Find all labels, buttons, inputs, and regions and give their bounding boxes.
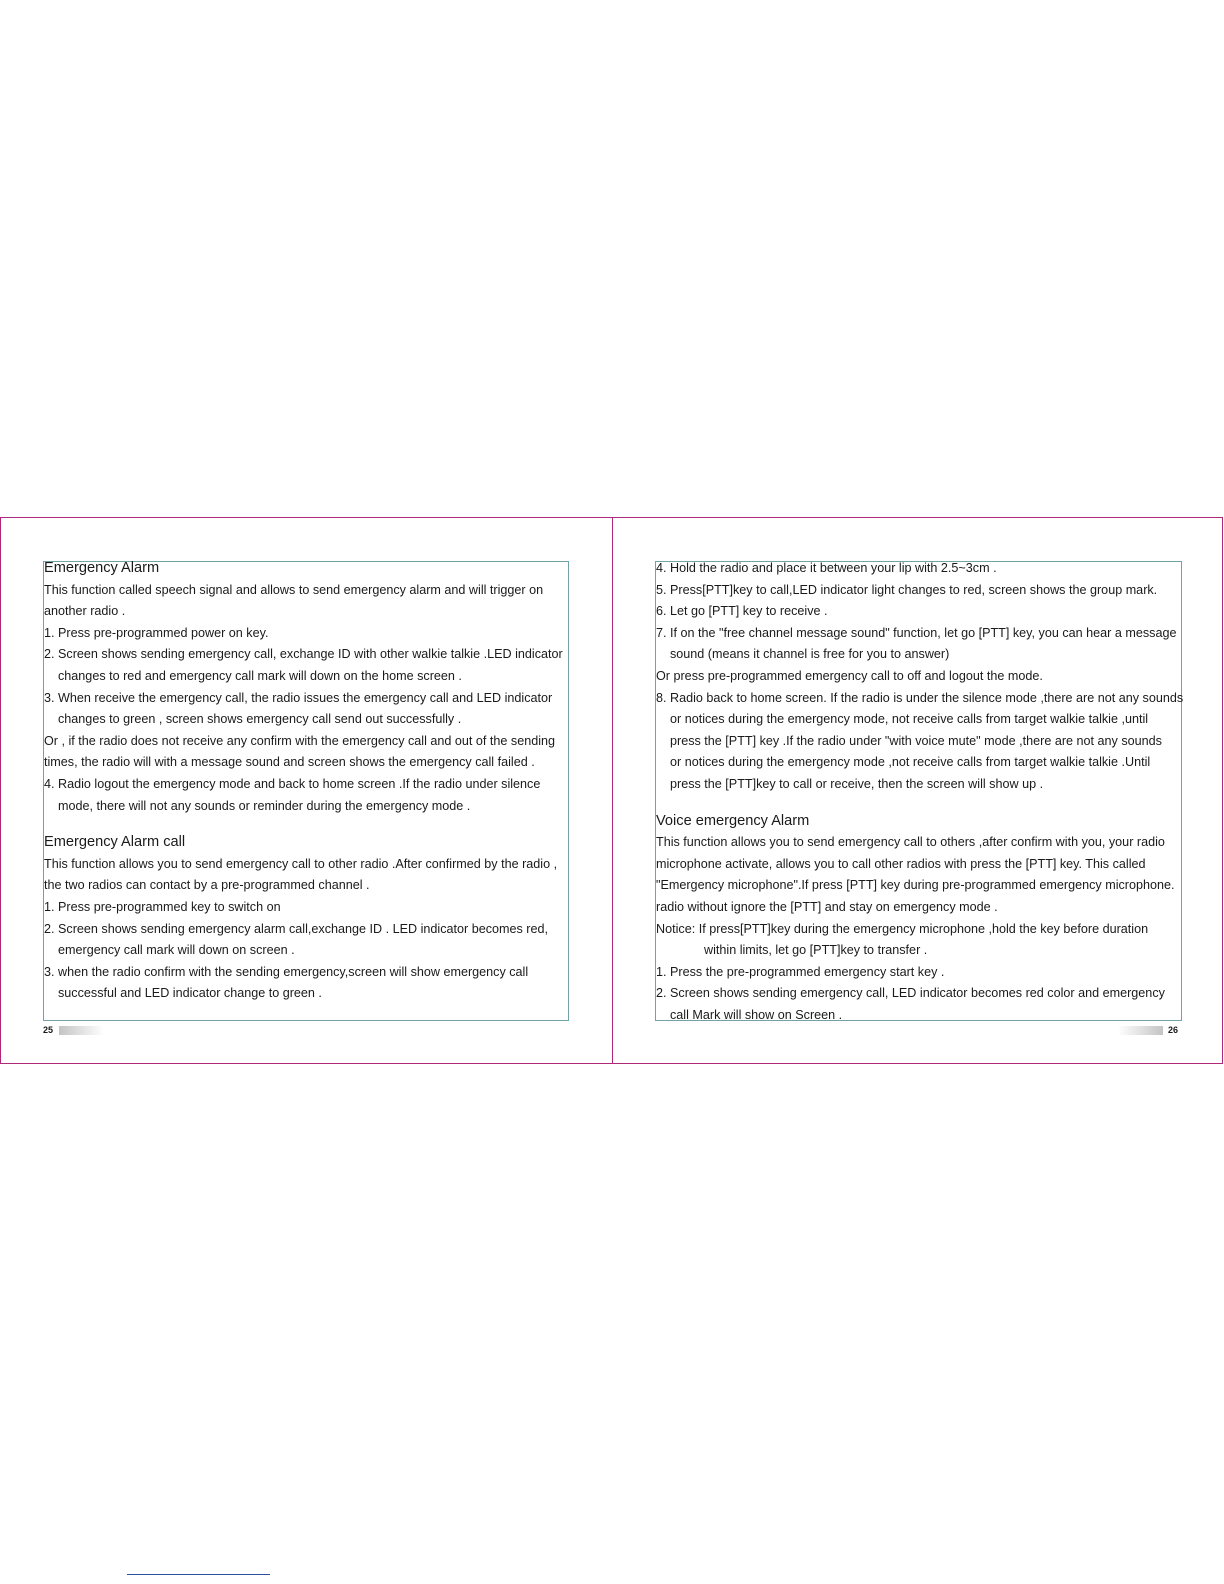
section-title-emergency-alarm-call: Emergency Alarm call	[44, 834, 186, 851]
list-item: 8. Radio back to home screen. If the radio is under the silence mode ,there are not any sounds	[656, 690, 1184, 705]
section-title-voice-emergency-alarm: Voice emergency Alarm	[656, 812, 810, 829]
list-item: 1. Press pre-programmed key to switch on	[44, 899, 281, 914]
list-item: 6. Let go [PTT] key to receive .	[656, 604, 828, 619]
list-item-continuation: emergency call mark will down on screen .	[58, 943, 295, 958]
list-item: 2. Screen shows sending emergency call, exchange ID with other walkie talkie .LED indicator	[44, 647, 563, 662]
paragraph-line: radio without ignore the [PTT] and stay on emergency mode .	[656, 899, 998, 914]
paragraph-line: the two radios can contact by a pre-programmed channel .	[44, 878, 370, 893]
page-gutter-line	[612, 517, 613, 1064]
list-item-continuation: changes to red and emergency call mark will down on the home screen .	[58, 668, 462, 683]
list-item: 4. Radio logout the emergency mode and back to home screen .If the radio under silence	[44, 776, 541, 791]
paragraph-line: Or , if the radio does not receive any confirm with the emergency call and out of the sending	[44, 733, 556, 748]
list-item: 2. Screen shows sending emergency alarm call,exchange ID . LED indicator becomes red,	[44, 921, 549, 936]
right-page-text	[656, 558, 1183, 1026]
list-item: 1. Press pre-programmed power on key.	[44, 625, 269, 640]
list-item: 3. when the radio confirm with the sending emergency,screen will show emergency call	[44, 964, 529, 979]
paragraph-line: This function called speech signal and allows to send emergency alarm and will trigger on	[44, 582, 544, 597]
paragraph-line: This function allows you to send emergency call to other radio .After confirmed by the radio ,	[44, 856, 558, 871]
list-item-continuation: or notices during the emergency mode ,not receive calls from target walkie talkie .Until	[670, 755, 1151, 770]
list-item: 5. Press[PTT]key to call,LED indicator light changes to red, screen shows the group mark.	[656, 582, 1158, 597]
notice-continuation: within limits, let go [PTT]key to transfer .	[704, 943, 928, 958]
list-item-continuation: successful and LED indicator change to green .	[58, 986, 322, 1001]
list-item: 3. When receive the emergency call, the radio issues the emergency call and LED indicator	[44, 690, 553, 705]
section-title-emergency-alarm: Emergency Alarm	[44, 560, 160, 576]
paragraph-line: times, the radio will with a message sound and screen shows the emergency call failed .	[44, 755, 535, 770]
page-number-bar-right	[1118, 1026, 1163, 1035]
left-page-text	[44, 558, 563, 1005]
list-item-continuation: press the [PTT] key .If the radio under "with voice mute" mode ,there are not any sounds	[670, 733, 1162, 748]
paragraph-line: microphone activate, allows you to call other radios with press the [PTT] key. This called	[656, 856, 1146, 871]
page-number-right: 26	[1168, 1025, 1179, 1035]
page-number-bar-left	[59, 1026, 104, 1035]
list-item-continuation: press the [PTT]key to call or receive, then the screen will show up .	[670, 776, 1044, 791]
list-item: 2. Screen shows sending emergency call, LED indicator becomes red color and emergency	[656, 986, 1165, 1001]
list-item-continuation: sound (means it channel is free for you to answer)	[670, 647, 950, 662]
list-item-continuation: changes to green , screen shows emergency call send out successfully .	[58, 712, 462, 727]
list-item-continuation: mode, there will not any sounds or reminder during the emergency mode .	[58, 798, 471, 813]
paragraph-line: "Emergency microphone".If press [PTT] key during pre-programmed emergency microphone.	[656, 878, 1175, 893]
list-item-continuation: or notices during the emergency mode, not receive calls from target walkie talkie ,until	[670, 712, 1149, 727]
footer-rule	[127, 1574, 270, 1575]
list-item: 1. Press the pre-programmed emergency start key .	[656, 964, 945, 979]
paragraph-line: This function allows you to send emergency call to others ,after confirm with you, your radio	[656, 835, 1165, 850]
section-gap	[656, 796, 1183, 811]
page-number-left: 25	[43, 1025, 54, 1035]
notice-line: Notice: If press[PTT]key during the emergency microphone ,hold the key before duration	[656, 921, 1149, 936]
paragraph-line: another radio .	[44, 604, 126, 619]
list-item: 4. Hold the radio and place it between your lip with 2.5~3cm .	[656, 561, 997, 575]
section-gap	[44, 817, 563, 832]
paragraph-line: Or press pre-programmed emergency call to off and logout the mode.	[656, 668, 1043, 683]
list-item-continuation: call Mark will show on Screen .	[670, 1007, 843, 1022]
list-item: 7. If on the "free channel message sound" function, let go [PTT] key, you can hear a message	[656, 625, 1177, 640]
